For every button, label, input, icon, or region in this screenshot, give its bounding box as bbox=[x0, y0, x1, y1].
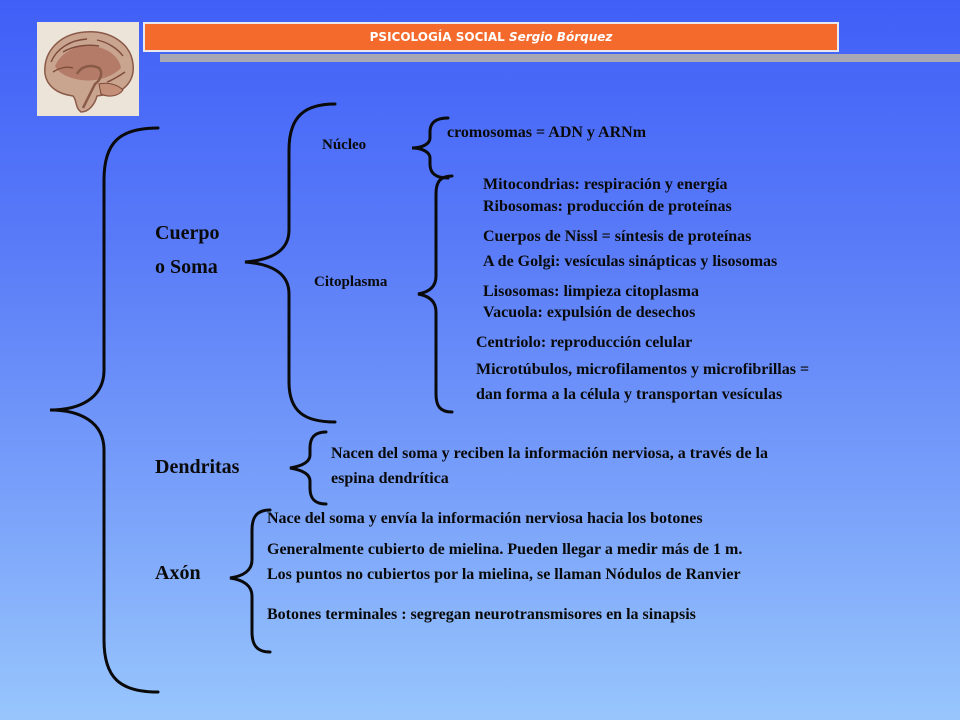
citoplasma-item: Vacuola: expulsión de desechos bbox=[483, 304, 696, 321]
axon-item: Generalmente cubierto de mielina. Pueden llegar a medir más de 1 m. bbox=[267, 541, 743, 558]
dendritas-line: espina dendrítica bbox=[331, 470, 449, 487]
label-nucleo: Núcleo bbox=[322, 137, 367, 153]
axon-item: Botones terminales : segregan neurotransmisores en la sinapsis bbox=[267, 606, 696, 623]
label-cuerpo: Cuerpo bbox=[155, 222, 220, 244]
label-citoplasma: Citoplasma bbox=[314, 274, 388, 290]
citoplasma-item: Mitocondrias: respiración y energía bbox=[483, 176, 728, 193]
header-title-text: PSICOLOGÍA SOCIAL bbox=[369, 30, 505, 44]
axon-item: Los puntos no cubiertos por la mielina, se llaman Nódulos de Ranvier bbox=[267, 566, 741, 583]
citoplasma-item: Cuerpos de Nissl = síntesis de proteínas bbox=[483, 228, 752, 245]
brace-citoplasma bbox=[418, 176, 452, 412]
brace-dendritas bbox=[290, 432, 326, 504]
citoplasma-item: Microtúbulos, microfilamentos y microfibrillas = bbox=[476, 361, 810, 378]
citoplasma-item: Ribosomas: producción de proteínas bbox=[483, 198, 732, 215]
label-axon: Axón bbox=[155, 562, 201, 584]
brace-nucleo bbox=[412, 118, 448, 178]
label-dendritas: Dendritas bbox=[155, 456, 240, 478]
brace-axon bbox=[230, 510, 270, 652]
citoplasma-item: dan forma a la célula y transportan vesículas bbox=[476, 386, 783, 403]
axon-item: Nace del soma y envía la información nerviosa hacia los botones bbox=[267, 510, 703, 527]
nucleo-item: cromosomas = ADN y ARNm bbox=[447, 124, 647, 141]
citoplasma-item: Lisosomas: limpieza citoplasma bbox=[483, 283, 699, 300]
label-soma: o Soma bbox=[155, 256, 218, 278]
citoplasma-item: Centriolo: reproducción celular bbox=[476, 334, 693, 351]
citoplasma-item: A de Golgi: vesículas sinápticas y lisosomas bbox=[483, 253, 778, 270]
dendritas-line: Nacen del soma y reciben la información nerviosa, a través de la bbox=[331, 445, 768, 462]
brace-main bbox=[50, 128, 158, 692]
header-author: Sergio Bórquez bbox=[508, 30, 613, 44]
